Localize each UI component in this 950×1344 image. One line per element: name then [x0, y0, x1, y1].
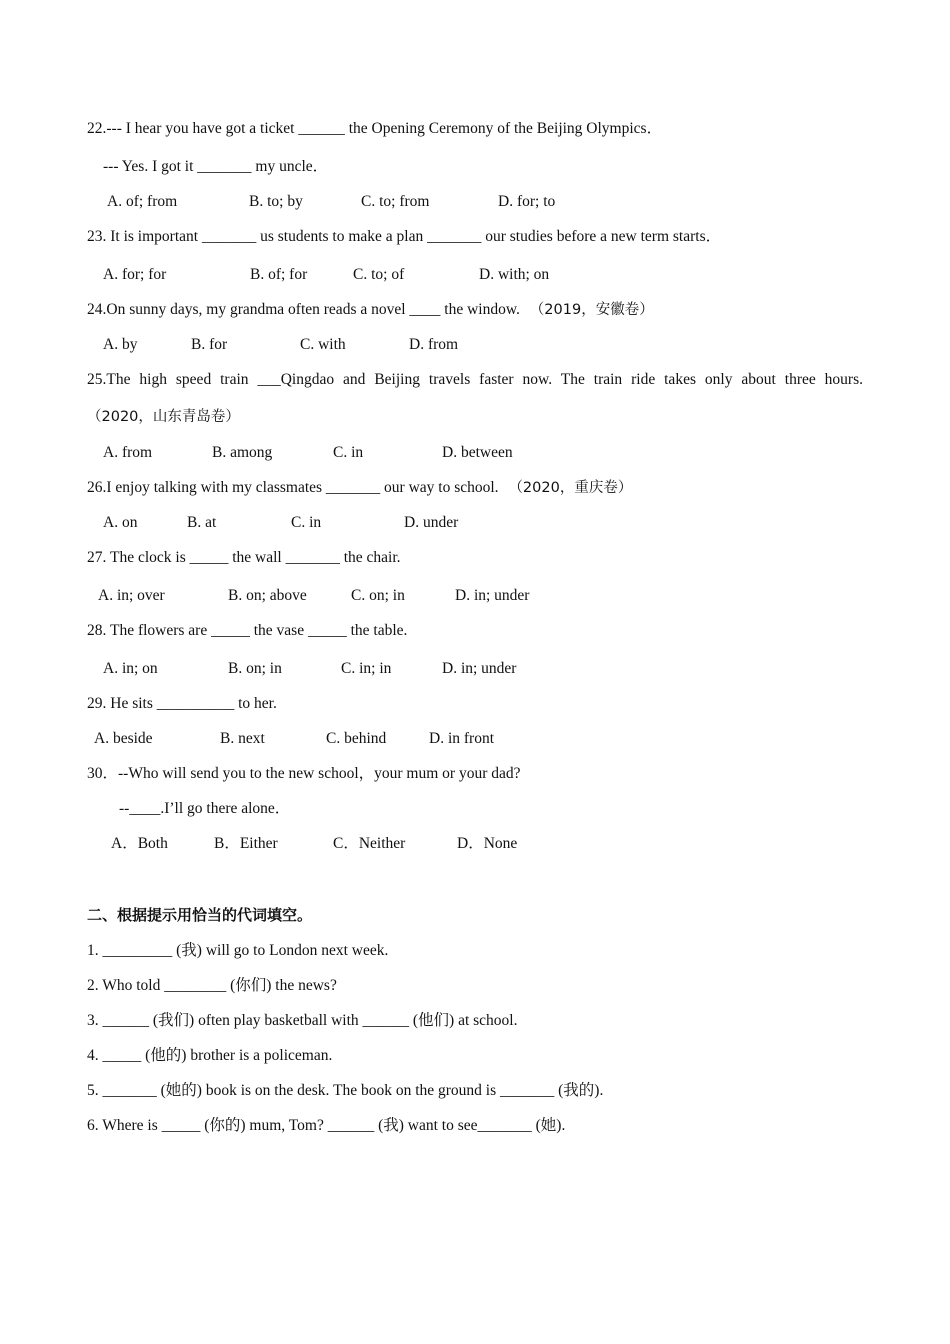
- section-2-item-5: 5. _______ (她的) book is on the desk. The book on the ground is _______ (我的).: [87, 1082, 604, 1099]
- question-25-stem: 25.The high speed train ___Qingdao and Beijing travels faster now. The train ride takes only about three hours.: [87, 371, 863, 388]
- question-28-option-d: D. in; under: [442, 660, 517, 677]
- question-29-stem: 29. He sits __________ to her.: [87, 695, 277, 712]
- question-24-option-a: A. by: [103, 336, 138, 353]
- question-27-option-d: D. in; under: [455, 587, 530, 604]
- question-27-option-c: C. on; in: [351, 587, 405, 604]
- question-24-option-d: D. from: [409, 336, 459, 353]
- question-27-option-a: A. in; over: [98, 587, 165, 604]
- question-25-option-d: D. between: [442, 444, 513, 461]
- question-26-option-c: C. in: [291, 514, 322, 531]
- question-28-stem: 28. The flowers are _____ the vase _____ the table.: [87, 622, 408, 639]
- question-28-option-b: B. on; in: [228, 660, 282, 677]
- question-23-option-b: B. of; for: [250, 266, 308, 283]
- question-25-option-a: A. from: [103, 444, 153, 461]
- question-22-stem-reply: --- Yes. I got it _______ my uncle．: [103, 158, 329, 175]
- question-24-stem: 24.On sunny days, my grandma often reads a novel ____ the window.: [87, 301, 520, 318]
- question-26-option-b: B. at: [187, 514, 217, 531]
- section-2-item-1: 1. _________ (我) will go to London next week.: [87, 942, 389, 959]
- section-2-heading: 二、根据提示用恰当的代词填空。: [87, 906, 313, 924]
- question-23-option-a: A. for; for: [103, 266, 167, 283]
- question-23-stem: 23. It is important _______ us students to make a plan _______ our studies before a new term starts．: [87, 228, 722, 245]
- question-26-source: （2020，重庆卷）: [508, 480, 633, 496]
- question-30-option-c: C．Neither: [333, 835, 406, 852]
- question-30-stem-reply: --____.I’ll go there alone．: [119, 800, 291, 817]
- section-2-item-4: 4. _____ (他的) brother is a policeman.: [87, 1047, 333, 1064]
- question-22-option-a: A. of; from: [107, 193, 178, 210]
- question-22-stem: 22.--- I hear you have got a ticket ______ the Opening Ceremony of the Beijing Olympics．: [87, 120, 663, 137]
- question-24-stem-line: [87, 300, 654, 320]
- question-25-option-c: C. in: [333, 444, 364, 461]
- question-28-option-c: C. in; in: [341, 660, 392, 677]
- question-29-option-a: A. beside: [94, 730, 153, 747]
- question-24-source: （2019，安徽卷）: [529, 302, 654, 318]
- question-28-option-a: A. in; on: [103, 660, 158, 677]
- question-27-option-b: B. on; above: [228, 587, 307, 604]
- question-22-option-c: C. to; from: [361, 193, 430, 210]
- section-2-item-3: 3. ______ (我们) often play basketball with ______ (他们) at school.: [87, 1012, 518, 1029]
- section-2-item-6: 6. Where is _____ (你的) mum, Tom? ______ (我) want to see_______ (她).: [87, 1117, 566, 1134]
- question-29-option-b: B. next: [220, 730, 265, 747]
- question-26-stem-line: [87, 478, 632, 498]
- question-26-option-d: D. under: [404, 514, 459, 531]
- question-30-option-a: A．Both: [111, 835, 168, 852]
- question-27-stem: 27. The clock is _____ the wall _______ the chair.: [87, 549, 401, 566]
- question-29-option-c: C. behind: [326, 730, 387, 747]
- question-23-option-c: C. to; of: [353, 266, 405, 283]
- question-24-option-c: C. with: [300, 336, 346, 353]
- question-30-stem: 30．--Who will send you to the new school，your mum or your dad?: [87, 765, 521, 782]
- question-30-option-b: B．Either: [214, 835, 278, 852]
- question-23-option-d: D. with; on: [479, 266, 550, 283]
- question-24-option-b: B. for: [191, 336, 228, 353]
- question-26-option-a: A. on: [103, 514, 138, 531]
- question-22-option-d: D. for; to: [498, 193, 556, 210]
- question-25-option-b: B. among: [212, 444, 273, 461]
- question-29-option-d: D. in front: [429, 730, 495, 747]
- question-30-option-d: D．None: [457, 835, 518, 852]
- section-2-item-2: 2. Who told ________ (你们) the news?: [87, 977, 337, 994]
- question-22-option-b: B. to; by: [249, 193, 303, 210]
- question-25-source: （2020，山东青岛卷）: [87, 409, 240, 425]
- question-26-stem: 26.I enjoy talking with my classmates _______ our way to school.: [87, 479, 499, 496]
